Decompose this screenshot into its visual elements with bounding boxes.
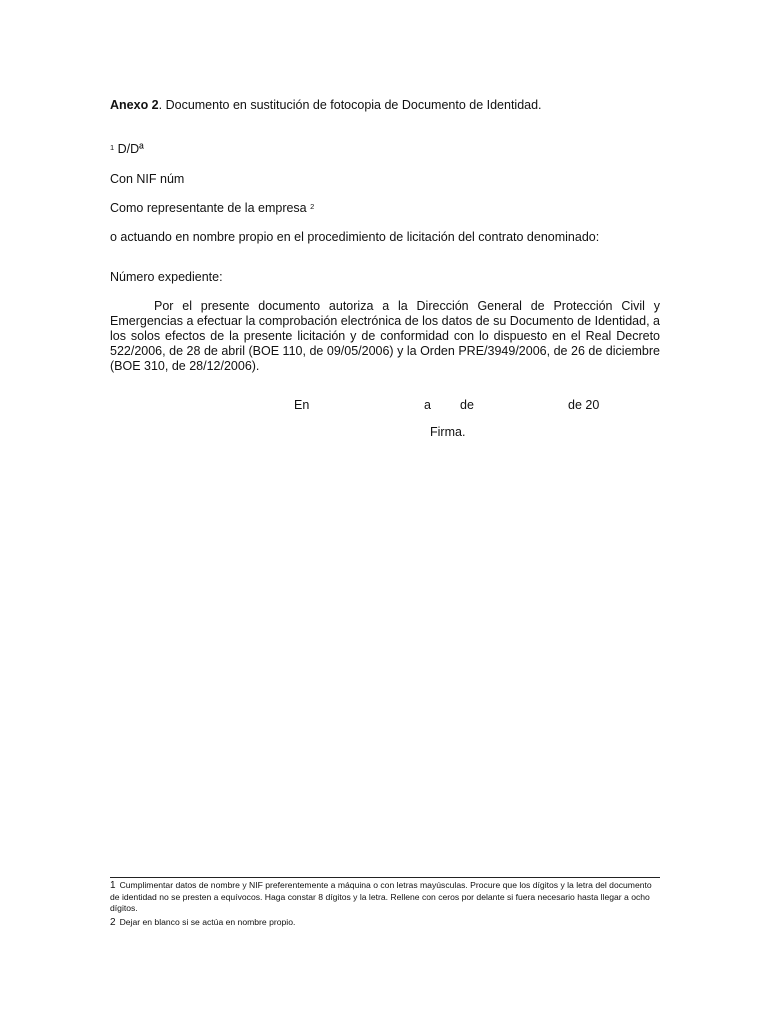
footnote-divider xyxy=(110,877,660,878)
footnote-1-text: Cumplimentar datos de nombre y NIF preferentemente a máquina o con letras mayúsculas. Procure que los dígitos y la letra del documento de identidad no se presten a equívocos. Haga constar 8 dígitos y la letra. Rellene con ceros por delante si fuera necesario hasta llegar a ocho dígitos. xyxy=(110,880,652,913)
annex-label: Anexo 2 xyxy=(110,98,159,112)
footnote-2-text: Dejar en blanco si se actúa en nombre propio. xyxy=(119,916,296,927)
expediente-field: Número expediente: xyxy=(110,270,223,284)
nif-field: Con NIF núm xyxy=(110,172,185,186)
footnote-1 xyxy=(110,880,660,915)
dd-field xyxy=(110,142,144,158)
nombre-propio-line: o actuando en nombre propio en el procedimiento de licitación del contrato denominado: xyxy=(110,230,600,244)
date-de-20: de 20 xyxy=(568,398,600,412)
signature-label: Firma. xyxy=(430,425,466,439)
date-a: a xyxy=(424,398,431,412)
date-de: de xyxy=(460,398,474,412)
footnotes xyxy=(110,880,660,928)
footnote-2-number: 2 xyxy=(110,916,116,928)
dd-label: D/Dª xyxy=(117,142,144,156)
annex-heading xyxy=(110,98,542,113)
footnote-ref-1: 1 xyxy=(110,143,115,152)
empresa-label: Como representante de la empresa xyxy=(110,201,307,215)
authorization-paragraph xyxy=(110,299,660,374)
date-en: En xyxy=(294,398,310,412)
footnote-2 xyxy=(110,917,660,929)
footnote-ref-2: 2 xyxy=(310,202,315,211)
empresa-field xyxy=(110,201,314,217)
footnote-1-number: 1 xyxy=(110,880,116,891)
annex-title: . Documento en sustitución de fotocopia de Documento de Identidad. xyxy=(158,98,542,112)
authorization-text: Por el presente documento autoriza a la Dirección General de Protección Civil y Emergencias a efectuar la comprobación electrónica de los datos de su Documento de Identidad, a los solos efectos de la presente licitación y de conformidad con lo dispuesto en el Real Decreto 522/2006, de 28 de abril (BOE 110, de 09/05/2006) y la Orden PRE/3949/2006, de 26 de diciembre (BOE 310, de 28/12/2006). xyxy=(110,299,660,373)
